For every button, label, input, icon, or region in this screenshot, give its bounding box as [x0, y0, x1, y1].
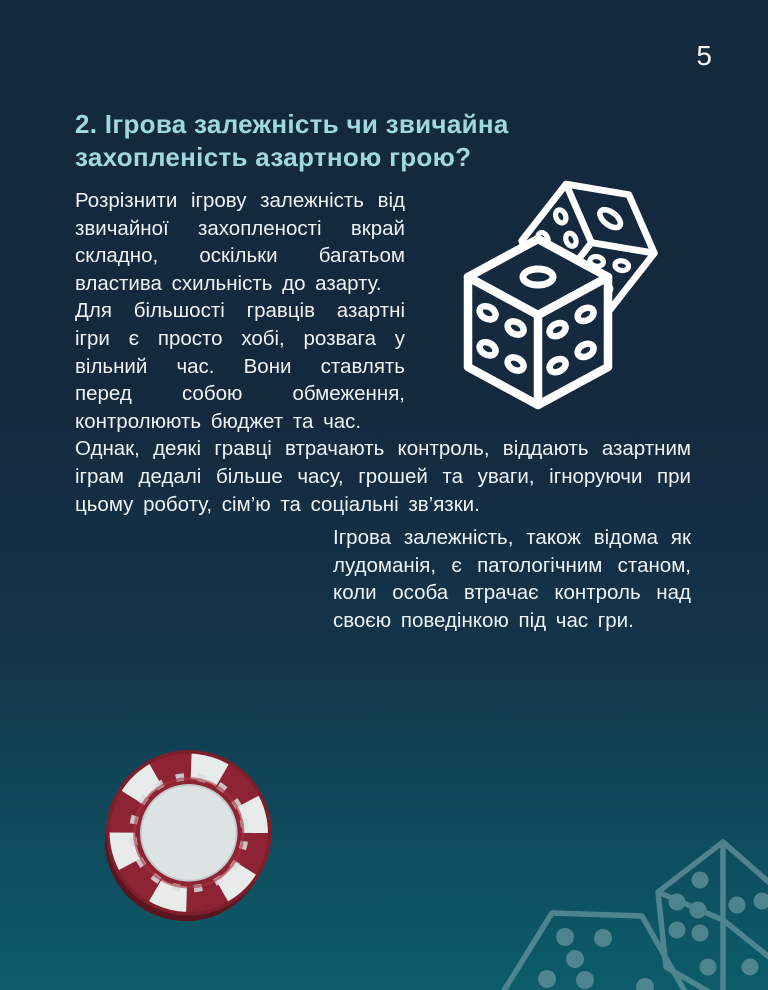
corner-dice-decoration	[448, 755, 768, 990]
paragraph-control-loss: Однак, деякі гравці втрачають контроль, віддають азартним іграм дедалі більше часу, грошей та уваги, ігноруючи при цьому роботу, сім’ю та соціальні зв’язки.	[75, 437, 691, 516]
paragraph-hobby: Для більшості гравців азартні ігри є просто хобі, розвага у вільний час. Вони ставлять перед собою обмеження, контролюють бюджет та час.	[75, 299, 405, 433]
poker-chip-illustration	[97, 740, 281, 932]
two-dice-icon	[460, 171, 685, 411]
dice-pattern-icon	[448, 755, 768, 990]
paragraph-ludomania: Ігрова залежність, також відома як лудоманія, є патологічним станом, коли особа втрачає контроль над своєю поведінкою під час гри.	[333, 526, 691, 632]
intro-row	[75, 187, 691, 435]
section-heading: 2. Ігрова залежність чи звичайна захопленість азартною грою?	[75, 109, 509, 172]
paragraph-intro: Розрізнити ігрову залежність від звичайної захопленості вкрай складно, оскільки багатьом властива схильність до азарту.	[75, 189, 405, 295]
dice-illustration	[460, 171, 685, 411]
intro-text-column	[75, 187, 405, 435]
content-area	[75, 108, 691, 635]
page-number: 5	[696, 40, 712, 71]
poker-chip-icon	[97, 740, 281, 932]
